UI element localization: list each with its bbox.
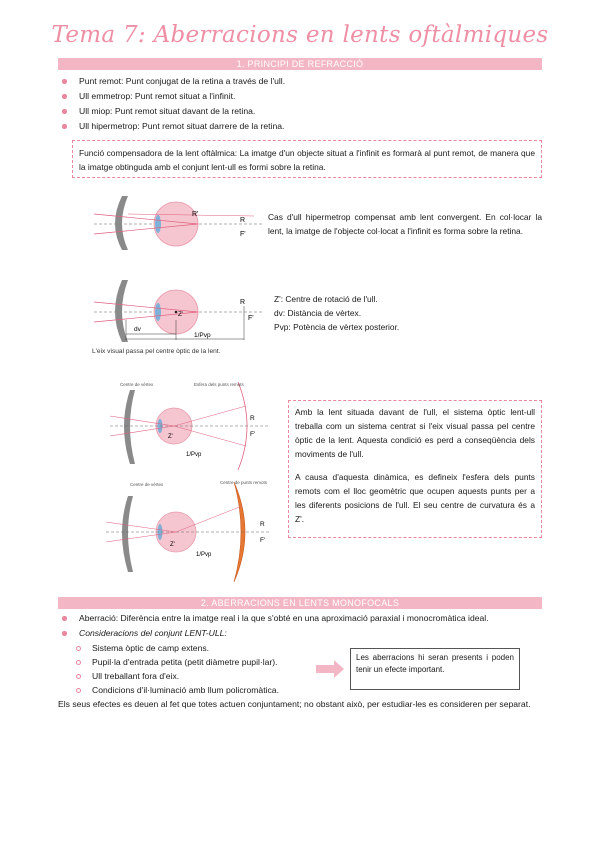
remote-sphere-paragraph-2: A causa d'aquesta dinàmica, es defineix l'esfera dels punts remots com el lloc geomètric que ocupen aquests punts per a les diferents posicions de l'ull. El seu centre de curvatura és a Z'. — [295, 472, 535, 524]
list-item: Punt remot: Punt conjugat de la retina a través de l'ull. — [62, 74, 285, 89]
label-f-prime: F' — [250, 431, 256, 438]
label-pvp: 1/Pvp — [186, 452, 202, 458]
arrow-right-icon — [316, 660, 346, 678]
remote-sphere-box — [288, 400, 542, 538]
eye-crystalline — [155, 303, 161, 321]
label-r: R — [260, 521, 265, 528]
aberrations-summary: Els seus efectes es deuen al fet que totes actuen conjuntament; no obstant això, per estudiar-les es consideren per separat. — [58, 699, 531, 709]
label-r-prime: R' — [192, 211, 199, 218]
list-item: Condicions d'il·luminació amb llum policromàtica. — [76, 683, 279, 697]
label-r: R — [240, 299, 246, 306]
label-center-vertex: Centre de vèrtex — [130, 482, 164, 487]
list-item: Aberració: Diferència entre la imatge real i la que s'obté en una aproximació paraxial i monocromàtica ideal. — [62, 611, 489, 626]
label-center-vertex: Centre de vèrtex — [120, 382, 154, 387]
label-z-prime: Z' — [168, 434, 173, 440]
remote-sphere-diagram-1 — [110, 378, 270, 474]
compensating-function-box — [72, 140, 542, 178]
list-item: Sistema òptic de camp extens. — [76, 641, 279, 655]
label-sphere-center: Centre de punts remots — [220, 480, 268, 485]
visual-axis-caption: L'eix visual passa pel centre òptic de la lent. — [92, 348, 221, 355]
list-item: Ull hipermetrop: Punt remot situat darrere de la retina. — [62, 119, 285, 134]
label-z-prime: Z' — [170, 542, 175, 548]
list-item: Pupil·la d'entrada petita (petit diàmetre pupil·lar). — [76, 655, 279, 669]
section-heading-aberrations: 2. ABERRACIONS EN LENTS MONOFOCALS — [58, 597, 542, 609]
aberrations-bullet-list — [62, 611, 489, 641]
label-f-prime: F' — [248, 315, 254, 322]
remote-sphere-paragraph-1: Amb la lent situada davant de l'ull, el sistema òptic lent-ull treballa com un sistema centrat si l'eix visual passa pel centre òptic de la lent. Aquesta condició es perd a conseqüència dels moviments de l'ull. — [295, 407, 535, 459]
label-f-prime: F' — [260, 537, 266, 544]
refraction-bullet-list — [62, 74, 285, 134]
definition-z: Z': Centre de rotació de l'ull. — [274, 294, 378, 304]
compensating-function-text: Funció compensadora de la lent oftàlmica: La imatge d'un objecte situat a l'infinit es formarà al punt remot, de manera que la imatge obtinguda amb el conjunt lent-ull es formi sobre la retina. — [79, 148, 535, 172]
label-pvp: 1/Pvp — [194, 332, 211, 339]
list-item: Ull treballant fora d'eix. — [76, 669, 279, 683]
lens-eye-considerations-list — [76, 641, 279, 697]
eye-crystalline — [155, 215, 161, 233]
label-pvp: 1/Pvp — [196, 552, 212, 558]
section-heading-refraction: 1. PRINCIPI DE REFRACCIÓ — [58, 58, 542, 70]
list-item: Consideracions del conjunt LENT-ULL: — [62, 626, 489, 641]
label-f-prime: F' — [240, 231, 246, 238]
lens-shape — [115, 196, 128, 250]
list-item: Ull miop: Punt remot situat davant de la retina. — [62, 104, 285, 119]
hyperopia-diagram-2 — [94, 276, 264, 346]
lens-shape — [122, 496, 133, 572]
case-text: Cas d'ull hipermetrop compensat amb lent convergent. En col·locar la lent, la imatge de l'objecte col·locat a l'infinit es forma sobre la retina. — [268, 212, 542, 236]
definitions-list — [274, 292, 534, 334]
aberrations-note: Les aberracions hi seran presents i poden tenir un efecte important. — [350, 648, 520, 690]
definition-dv: dv: Distància de vèrtex. — [274, 308, 362, 318]
lens-shape — [124, 390, 135, 464]
page-title: Tema 7: Aberracions en lents oftàlmiques — [51, 22, 549, 48]
label-r: R — [250, 415, 255, 422]
list-item: Ull emmetrop: Punt remot situat a l'infinit. — [62, 89, 285, 104]
remote-sphere-diagram-2 — [106, 476, 272, 586]
definition-pvp: Pvp: Potència de vèrtex posterior. — [274, 322, 400, 332]
label-z-prime: Z' — [178, 311, 184, 318]
label-dv: dv — [134, 326, 141, 333]
label-r: R — [240, 217, 246, 224]
label-sphere: Esfera dels punts remots — [194, 382, 244, 387]
hyperopia-diagram-1 — [94, 194, 264, 252]
